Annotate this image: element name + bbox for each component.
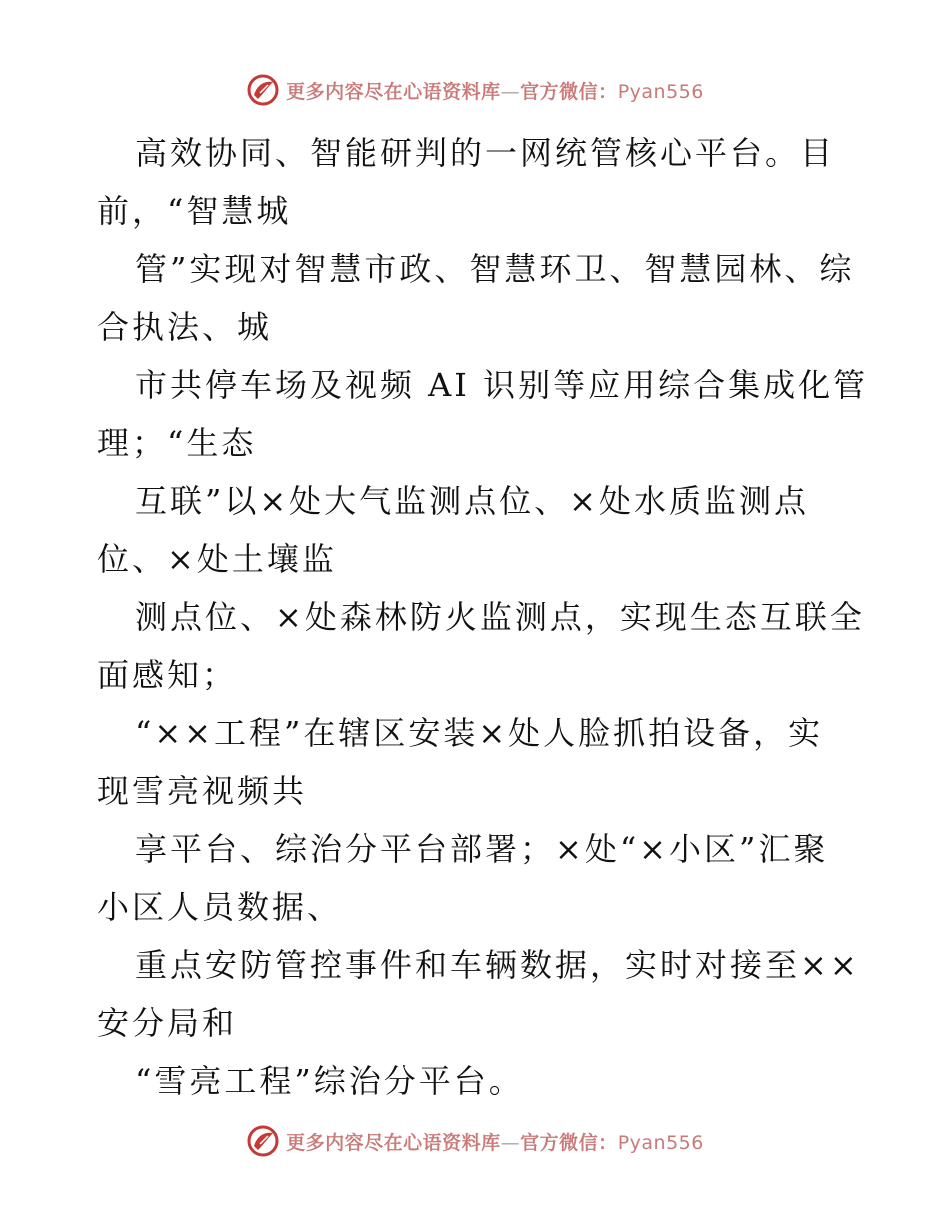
paragraph-line: 合执法、城 <box>97 308 273 346</box>
paragraph-line: 小区人员数据、 <box>97 888 343 926</box>
paragraph <box>97 472 857 588</box>
paragraph <box>97 704 857 820</box>
paragraph-line: 理；“生态 <box>97 424 257 462</box>
watermark-text <box>286 77 704 104</box>
paragraph <box>97 588 865 704</box>
watermark-brand: 更多内容尽在心语资料库 <box>286 1131 501 1154</box>
document-body <box>97 124 869 1110</box>
paragraph-line: 测点位、×处森林防火监测点，实现生态互联全 <box>135 598 865 636</box>
paragraph-line: 管”实现对智慧市政、智慧环卫、智慧园林、综 <box>135 250 855 288</box>
watermark-wechat-id: Pyan556 <box>617 1131 704 1154</box>
paragraph-line: “雪亮工程”综治分平台。 <box>135 1062 524 1100</box>
paragraph-line: 安分局和 <box>97 1004 238 1042</box>
watermark-wechat-label: 官方微信： <box>520 80 618 103</box>
paragraph-line: 前，“智慧城 <box>97 192 292 230</box>
paragraph-line: 现雪亮视频共 <box>97 772 308 810</box>
paragraph <box>97 124 857 240</box>
watermark-text <box>286 1128 704 1155</box>
watermark-brand: 更多内容尽在心语资料库 <box>286 80 501 103</box>
paragraph-line: 市共停车场及视频 AI 识别等应用综合集成化管 <box>135 366 869 404</box>
header-watermark <box>0 70 950 110</box>
paragraph-line: 位、×处土壤监 <box>97 540 337 578</box>
paragraph <box>97 1052 857 1110</box>
watermark-wechat-id: Pyan556 <box>617 80 704 103</box>
watermark-wechat-label: 官方微信： <box>520 1131 618 1154</box>
paragraph-line: “××工程”在辖区安装×处人脸抓拍设备，实 <box>135 714 824 752</box>
paragraph <box>97 356 869 472</box>
paragraph-line: 高效协同、智能研判的一网统管核心平台。目 <box>135 134 836 172</box>
paragraph-line: 面感知； <box>97 656 238 694</box>
footer-watermark <box>0 1121 950 1161</box>
watermark-separator: — <box>500 80 521 103</box>
brand-logo-icon <box>246 1124 280 1158</box>
paragraph <box>97 936 860 1052</box>
paragraph <box>97 240 857 356</box>
watermark-separator: — <box>500 1131 521 1154</box>
paragraph <box>97 820 857 936</box>
paragraph-line: 互联”以×处大气监测点位、×处水质监测点 <box>135 482 809 520</box>
brand-logo-icon <box>246 73 280 107</box>
paragraph-line: 重点安防管控事件和车辆数据，实时对接至×× <box>135 946 860 984</box>
paragraph-line: 享平台、综治分平台部署；×处“×小区”汇聚 <box>135 830 829 868</box>
